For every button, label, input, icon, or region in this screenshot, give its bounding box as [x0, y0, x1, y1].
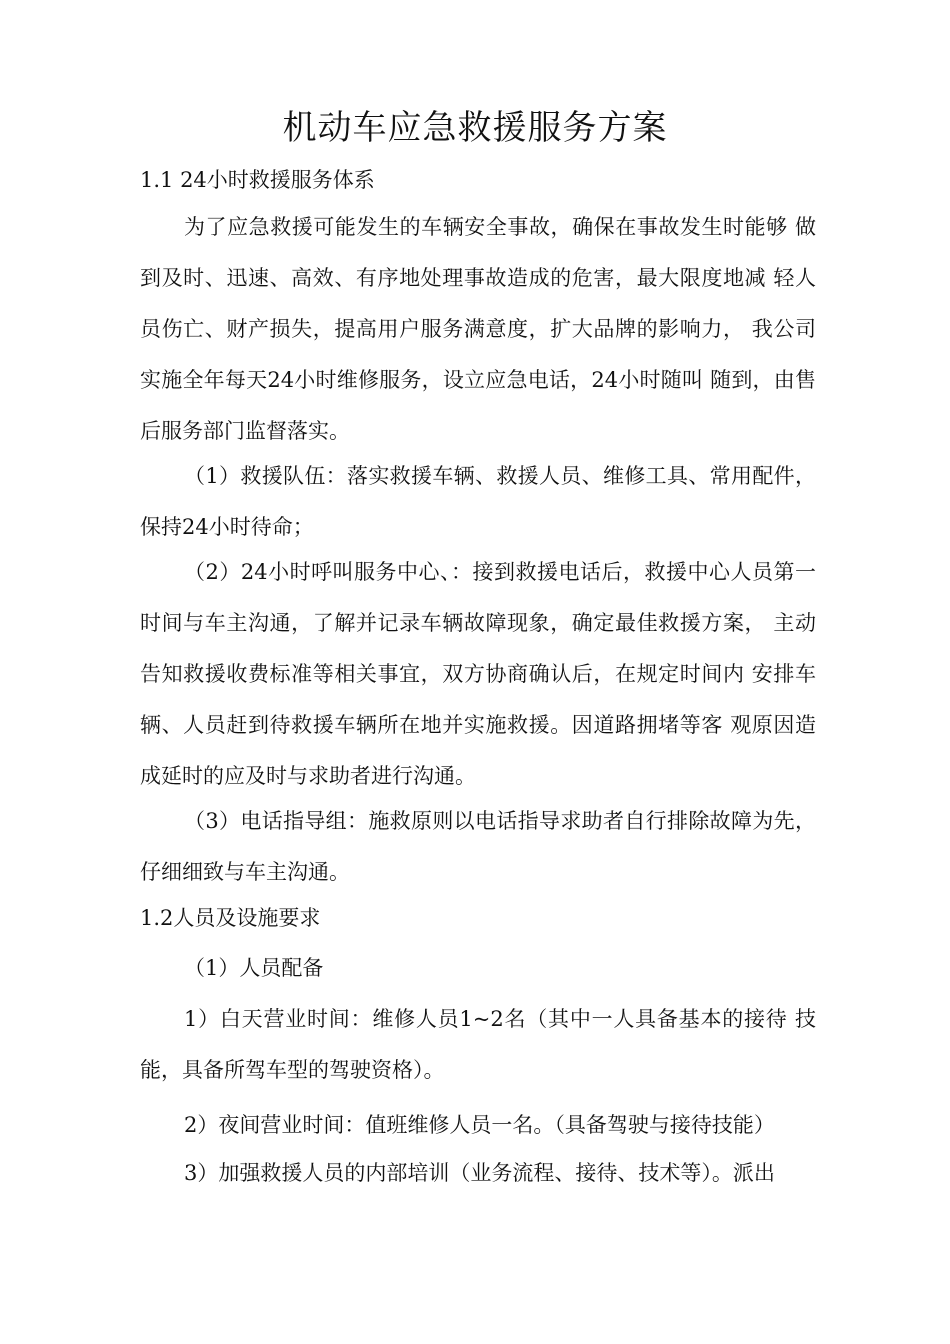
rescue-team-paragraph: （1）救援队伍：落实救援车辆、救援人员、维修工具、常用配件，保持24小时待命；: [140, 464, 816, 539]
section-1-2-heading: 1.2人员及设施要求: [140, 906, 321, 930]
night-staffing-line: 2）夜间营业时间：值班维修人员一名。（具备驾驶与接待技能）: [184, 1113, 775, 1137]
phone-guidance-paragraph: （3）电话指导组：施救原则以电话指导求助者自行排除故障为先，仔细细致与车主沟通。: [140, 809, 816, 884]
section-1-1-heading: 1.1 24小时救援服务体系: [140, 168, 375, 192]
call-center-paragraph: （2）24小时呼叫服务中心、：接到救援电话后，救援中心人员第一时间与车主沟通，了解并记录车辆故障现象，确定最佳救援方案， 主动告知救援收费标准等相关事宜，双方协商确认后，在规定时间内 安排车辆、人员赶到待救援车辆所在地并实施救援。因道路拥堵等客 观原因造成延时的应及时与求助者进行沟通。: [140, 560, 816, 788]
daytime-staffing-paragraph: 1）白天营业时间：维修人员1~2名（其中一人具备基本的接待 技能，具备所驾车型的驾驶资格）。: [140, 1007, 816, 1082]
document-title: 机动车应急救援服务方案: [282, 108, 668, 148]
section-1-1-intro-paragraph: 为了应急救援可能发生的车辆安全事故，确保在事故发生时能够 做到及时、迅速、高效、有序地处理事故造成的危害，最大限度地减 轻人员伤亡、财产损失，提高用户服务满意度，扩大品牌的影响力， 我公司实施全年每天24小时维修服务，设立应急电话，24小时随叫 随到，由售后服务部门监督落实。: [140, 215, 816, 443]
staffing-subheading: （1）人员配备: [184, 956, 324, 980]
training-line: 3）加强救援人员的内部培训（业务流程、接待、技术等）。派出: [184, 1161, 775, 1185]
